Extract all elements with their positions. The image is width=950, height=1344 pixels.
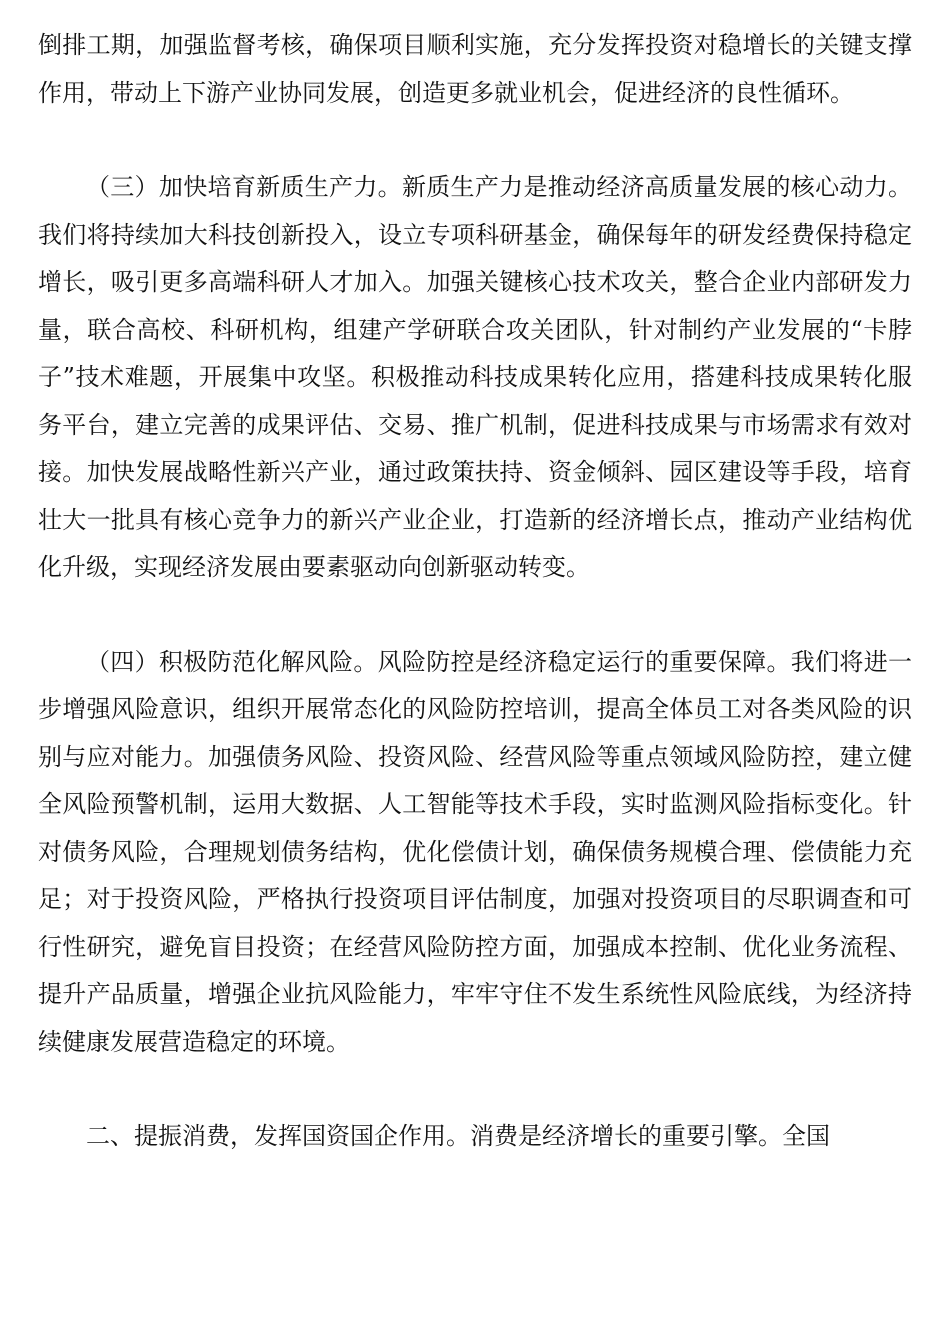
paragraph-section-three: （三）加快培育新质生产力。新质生产力是推动经济高质量发展的核心动力。我们将持续加大科技创新投入，设立专项科研基金，确保每年的研发经费保持稳定增长，吸引更多高端科研人才加入。加强关键核心技术攻关，整合企业内部研发力量，联合高校、科研机构，组建产学研联合攻关团队，针对制约产业发展的“卡脖子”技术难题，开展集中攻坚。积极推动科技成果转化应用，搭建科技成果转化服务平台，建立完善的成果评估、交易、推广机制，促进科技成果与市场需求有效对接。加快发展战略性新兴产业，通过政策扶持、资金倾斜、园区建设等手段，培育壮大一批具有核心竞争力的新兴产业企业，打造新的经济增长点，推动产业结构优化升级，实现经济发展由要素驱动向创新驱动转变。: [38, 173, 912, 581]
paragraph-continuation: 倒排工期，加强监督考核，确保项目顺利实施，充分发挥投资对稳增长的关键支撑作用，带动上下游产业协同发展，创造更多就业机会，促进经济的良性循环。: [38, 31, 912, 107]
paragraph-section-two-heading: 二、提振消费，发挥国资国企作用。消费是经济增长的重要引擎。全国: [86, 1122, 830, 1150]
document-page: [38, 0, 912, 1161]
paragraph-section-four: （四）积极防范化解风险。风险防控是经济稳定运行的重要保障。我们将进一步增强风险意识，组织开展常态化的风险防控培训，提高全体员工对各类风险的识别与应对能力。加强债务风险、投资风险、经营风险等重点领域风险防控，建立健全风险预警机制，运用大数据、人工智能等技术手段，实时监测风险指标变化。针对债务风险，合理规划债务结构，优化偿债计划，确保债务规模合理、偿债能力充足；对于投资风险，严格执行投资项目评估制度，加强对投资项目的尽职调查和可行性研究，避免盲目投资；在经营风险防控方面，加强成本控制、优化业务流程、提升产品质量，增强企业抗风险能力，牢牢守住不发生系统性风险底线，为经济持续健康发展营造稳定的环境。: [38, 647, 912, 1056]
